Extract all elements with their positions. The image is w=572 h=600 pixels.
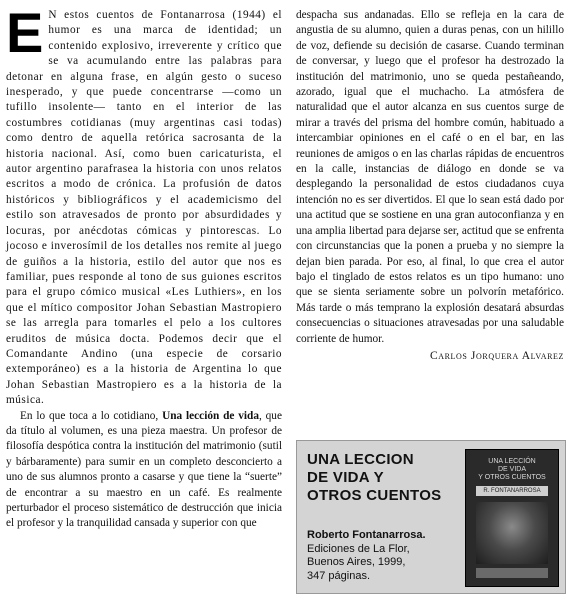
cover-author: R. FONTANARROSA — [476, 486, 548, 496]
book-publisher: Ediciones de La Flor, — [307, 542, 410, 555]
paragraph-lesson-text: , que da título al volumen, es una pieza maestra. Un profesor de filosofía despótica contra la institución del matrimonio (sutil y bárbaramente) para sumir en un completo desconcierto a uno de sus alumnos pronto a casarse y que tiene la “suerte” de encontrar a su maestro en un café. Es realmente perturbador el proceso sistemático de destrucción que inicia el profesor y la tranquilidad cansada y superior con que — [6, 409, 282, 530]
paragraph-intro-text: N estos cuentos de Fontanarrosa (1944) el humor es una marca de identidad; un contenido explosivo, irreverente y crítico que se va acumulando entre las palabras para detonar en alguna frase, en algún gesto o suceso inesperado, y que puede concentrarse —como un tufillo insolente— tanto en el interior de las costumbres cotidianas (muy argentinas casi todas) como dentro de aquella retórica sacrosanta de la historia nacional. Así, como buen caricaturista, el autor argentino parafrasea la historia con unos relatos escritos a modo de crónica. La profusión de datos históricos y bibliográficos y el academicismo del estilo son atravesados de pronto por absurdidades y locuras, por anécdotas cómicas y pintorescas. Lo jocoso e inverosímil de los detalles nos remite al juego de guiños a la historia, estilo del autor que nos es familiar, pues responde al tono de sus guiones escritos para el grupo cómico musical «Les Luthiers», en los que el mítico compositor Johan Sebastian Mastropiero se las arregla para tomarles el pelo a los cultores eruditos de música docta. Podemos decir que el Comandante Andino (una especie de corsario extemporáneo) es a la historia de Argentina lo que Johan Sebastian Mastropiero es a la historia de la música. — [6, 9, 282, 407]
left-column — [6, 1, 282, 532]
book-info-box — [296, 440, 566, 594]
paragraph-intro — [6, 1, 282, 409]
book-title-line: OTROS CUENTOS — [307, 487, 442, 504]
book-pages: 347 páginas. — [307, 569, 370, 582]
cover-title — [472, 458, 552, 482]
book-title-line: UNA LECCION — [307, 451, 414, 468]
paragraph-lesson — [6, 409, 282, 532]
cover-title-line: UNA LECCIÓN — [488, 458, 536, 465]
cover-illustration-icon — [476, 502, 548, 564]
paragraph-lesson-lead: En lo que toca a lo cotidiano, — [20, 409, 163, 422]
drop-cap: E — [6, 1, 43, 64]
book-title — [307, 451, 457, 505]
paragraph-continued: despacha sus andanadas. Ello se refleja en la cara de angustia de su alumno, quien a duras penas, con un hilillo de voz, defiende su decisión de casarse. Cuando terminan de conversar, y luego que el profesor ha destrozado la institución del matrimonio, uno se queda pestañeando, azorado, igual que el muchacho. La atmósfera de naturalidad que el autor alcanza en sus cuentos surge de mirar a través del prisma del hombre común, habituado a intercambiar opiniones en el café o en el bar, en las reuniones de amigos o en las charlas rápidas de encuentros en la calle, instancias de diálogo en donde se va desplegando la personalidad de estos ciudadanos cuya intención no es ser divertidos. El que lo sean está dado por una actitud que se sostiene en una gran autoconfianza y en una amplia libertad para dejarse ser, actitud que se enfrenta con circunstancias que la ponen a prueba y no siempre la dejan bien parada. Por eso, al final, lo que crea el autor bajo el tinglado de estos relatos es un tipo humano: uno que se sienta seriamente sobre un polvorín metafórico. Más tarde o más temprano la explosión desatará absurdas consecuencias o situaciones atravesadas por una saludable corriente de humor. — [296, 9, 564, 345]
book-place-year: Buenos Aires, 1999, — [307, 556, 406, 568]
review-author: Carlos Jorquera Alvarez — [429, 349, 564, 362]
cover-title-line: DE VIDA — [497, 466, 526, 473]
book-details — [307, 529, 467, 583]
book-author: Roberto Fontanarrosa. — [307, 529, 426, 541]
book-title-line: DE VIDA Y — [307, 469, 384, 486]
book-cover — [465, 449, 559, 587]
book-title-inline: Una lección de vida — [162, 409, 259, 422]
cover-bottom-band — [476, 568, 548, 578]
right-column — [296, 8, 564, 364]
cover-title-line: Y OTROS CUENTOS — [478, 474, 546, 481]
